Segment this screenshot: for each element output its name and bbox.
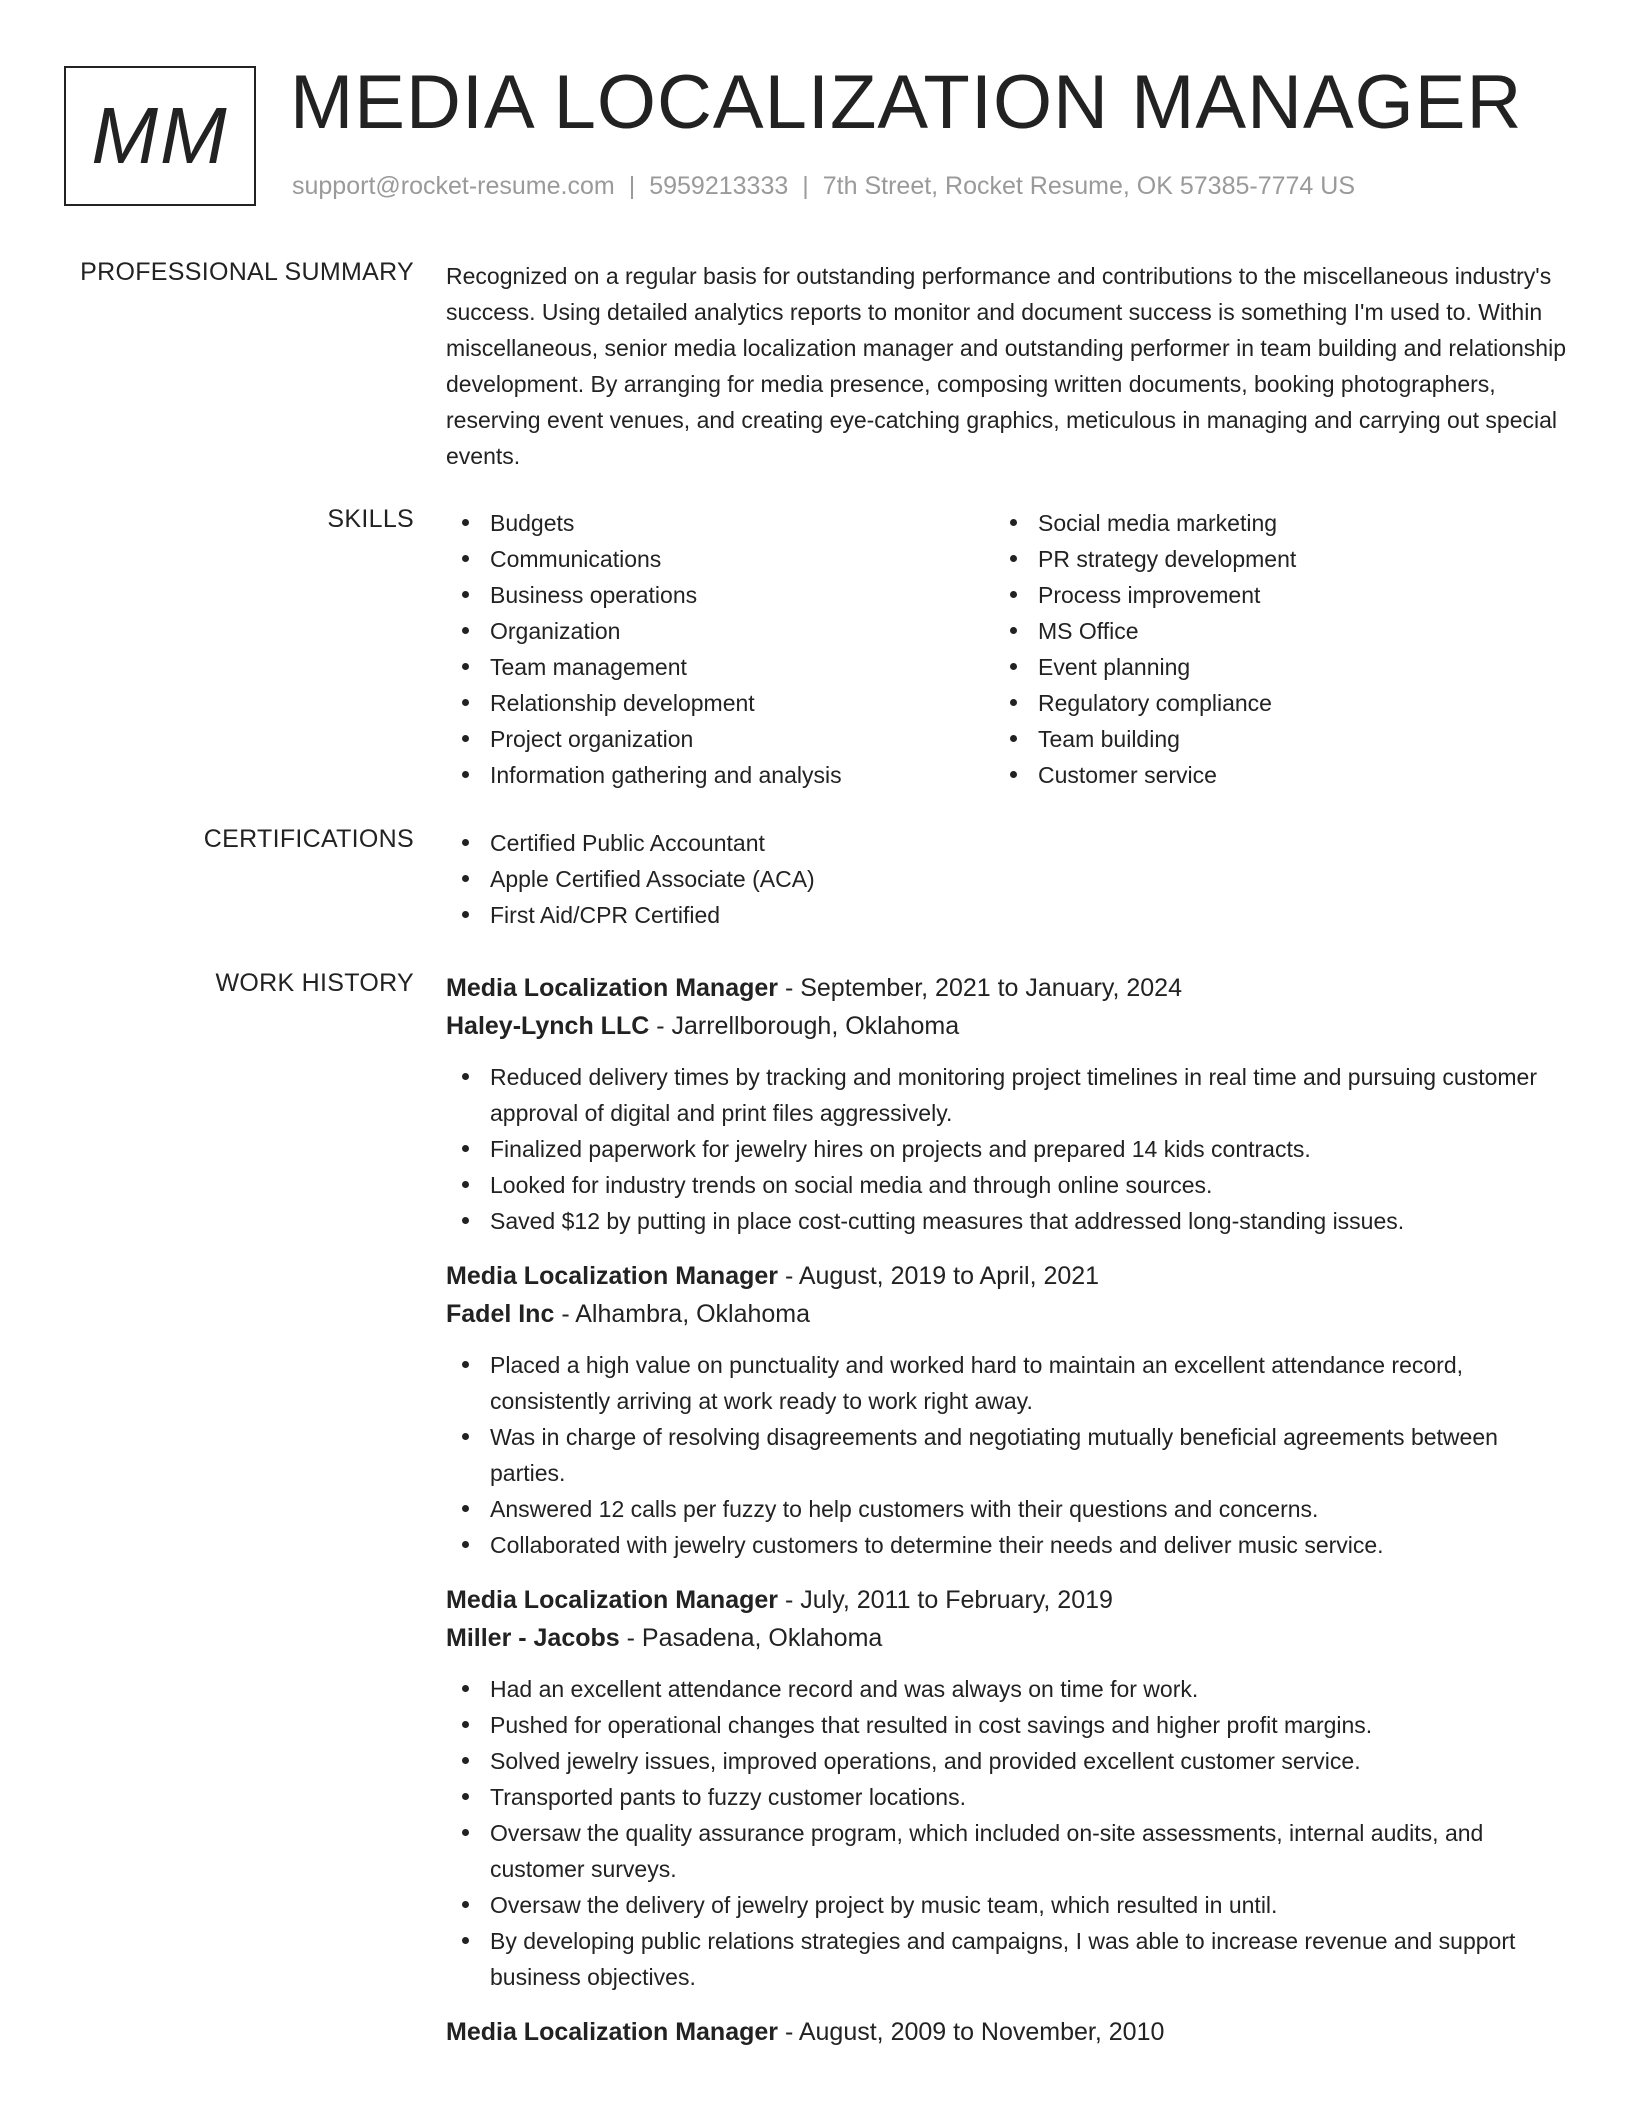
job-bullet: Answered 12 calls per fuzzy to help customers with their questions and concerns. <box>446 1491 1566 1527</box>
job-entry <box>446 969 1566 1239</box>
job-bullet: Collaborated with jewelry customers to determine their needs and deliver music service. <box>446 1527 1566 1563</box>
skill-item: MS Office <box>994 613 1542 649</box>
job-bullet-list <box>446 1059 1566 1239</box>
job-company-line <box>446 1295 1566 1333</box>
skill-item: Information gathering and analysis <box>446 757 994 793</box>
certification-item: Apple Certified Associate (ACA) <box>446 861 1566 897</box>
job-title-line <box>446 969 1566 1007</box>
job-entry <box>446 1581 1566 1995</box>
job-title-line <box>446 1581 1566 1619</box>
job-bullet: Finalized paperwork for jewelry hires on projects and prepared 14 kids contracts. <box>446 1131 1566 1167</box>
job-title: Media Localization Manager <box>446 1586 779 1614</box>
skill-item: Social media marketing <box>994 505 1542 541</box>
contact-email[interactable]: support@rocket-resume.com <box>292 172 615 200</box>
job-company-line <box>446 1007 1566 1045</box>
skill-item: Organization <box>446 613 994 649</box>
job-bullet-list <box>446 1671 1566 1995</box>
certification-item: First Aid/CPR Certified <box>446 897 1566 933</box>
job-company-line <box>446 1619 1566 1657</box>
job-bullet: Pushed for operational changes that resulted in cost savings and higher profit margins. <box>446 1707 1566 1743</box>
contact-separator: | <box>802 172 809 200</box>
job-bullet: Was in charge of resolving disagreements and negotiating mutually beneficial agreements between parties. <box>446 1419 1566 1491</box>
skill-item: Customer service <box>994 757 1542 793</box>
job-title-line <box>446 1257 1566 1295</box>
contact-line <box>292 172 1355 201</box>
job-location: - Pasadena, Oklahoma <box>619 1624 883 1652</box>
job-bullet: Reduced delivery times by tracking and monitoring project timelines in real time and pursuing customer approval of digital and print files aggressively. <box>446 1059 1566 1131</box>
skill-item: Event planning <box>994 649 1542 685</box>
job-location: - Alhambra, Oklahoma <box>554 1300 811 1328</box>
job-bullet: Oversaw the quality assurance program, which included on-site assessments, internal audits, and customer surveys. <box>446 1815 1566 1887</box>
job-title-line <box>446 2013 1566 2051</box>
certification-item: Certified Public Accountant <box>446 825 1566 861</box>
page-title: MEDIA LOCALIZATION MANAGER <box>290 60 1523 145</box>
job-dates: - July, 2011 to February, 2019 <box>778 1586 1113 1614</box>
job-bullet: Placed a high value on punctuality and worked hard to maintain an excellent attendance record, consistently arriving at work ready to work right away. <box>446 1347 1566 1419</box>
job-entry <box>446 1257 1566 1563</box>
skill-item: Team building <box>994 721 1542 757</box>
summary-text: Recognized on a regular basis for outstanding performance and contributions to the miscellaneous industry's success. Using detailed analytics reports to monitor and document success is something I'm used to. Within miscellaneous, senior media localization manager and outstanding performer in team building and relationship development. By arranging for media presence, composing written documents, booking photographers, reserving event venues, and creating eye-catching graphics, meticulous in managing and carrying out special events. <box>446 263 1566 469</box>
job-bullet: Looked for industry trends on social media and through online sources. <box>446 1167 1566 1203</box>
skill-item: Team management <box>446 649 994 685</box>
job-bullet: By developing public relations strategies and campaigns, I was able to increase revenue and support business objectives. <box>446 1923 1566 1995</box>
certifications-heading: CERTIFICATIONS <box>203 825 414 853</box>
skill-item: Communications <box>446 541 994 577</box>
job-dates: - August, 2019 to April, 2021 <box>778 1262 1100 1290</box>
skills-heading: SKILLS <box>327 505 414 533</box>
job-title: Media Localization Manager <box>446 974 779 1002</box>
monogram-logo: MM <box>64 66 256 206</box>
skills-list-left <box>446 505 994 793</box>
job-company: Miller - Jacobs <box>446 1624 620 1652</box>
skill-item: Relationship development <box>446 685 994 721</box>
skill-item: Project organization <box>446 721 994 757</box>
job-location: - Jarrellborough, Oklahoma <box>649 1012 960 1040</box>
job-bullet-list <box>446 1347 1566 1563</box>
work-history-list <box>446 969 1566 2069</box>
skill-item: PR strategy development <box>994 541 1542 577</box>
job-title: Media Localization Manager <box>446 1262 779 1290</box>
job-dates: - August, 2009 to November, 2010 <box>778 2018 1165 2046</box>
certifications-list <box>446 825 1566 933</box>
job-bullet: Oversaw the delivery of jewelry project by music team, which resulted in until. <box>446 1887 1566 1923</box>
work-history-heading: WORK HISTORY <box>215 969 414 997</box>
job-bullet: Saved $12 by putting in place cost-cutting measures that addressed long-standing issues. <box>446 1203 1566 1239</box>
job-bullet: Solved jewelry issues, improved operations, and provided excellent customer service. <box>446 1743 1566 1779</box>
job-title: Media Localization Manager <box>446 2018 779 2046</box>
job-bullet: Had an excellent attendance record and was always on time for work. <box>446 1671 1566 1707</box>
job-dates: - September, 2021 to January, 2024 <box>778 974 1182 1002</box>
skill-item: Business operations <box>446 577 994 613</box>
job-entry <box>446 2013 1566 2051</box>
skills-list-right <box>994 505 1542 793</box>
skill-item: Process improvement <box>994 577 1542 613</box>
contact-address: 7th Street, Rocket Resume, OK 57385-7774 US <box>822 172 1355 200</box>
skill-item: Budgets <box>446 505 994 541</box>
job-company: Haley-Lynch LLC <box>446 1012 650 1040</box>
job-company: Fadel Inc <box>446 1300 555 1328</box>
summary-heading: PROFESSIONAL SUMMARY <box>80 258 414 286</box>
job-bullet: Transported pants to fuzzy customer locations. <box>446 1779 1566 1815</box>
contact-phone[interactable]: 5959213333 <box>649 172 789 200</box>
skill-item: Regulatory compliance <box>994 685 1542 721</box>
contact-separator: | <box>628 172 636 200</box>
